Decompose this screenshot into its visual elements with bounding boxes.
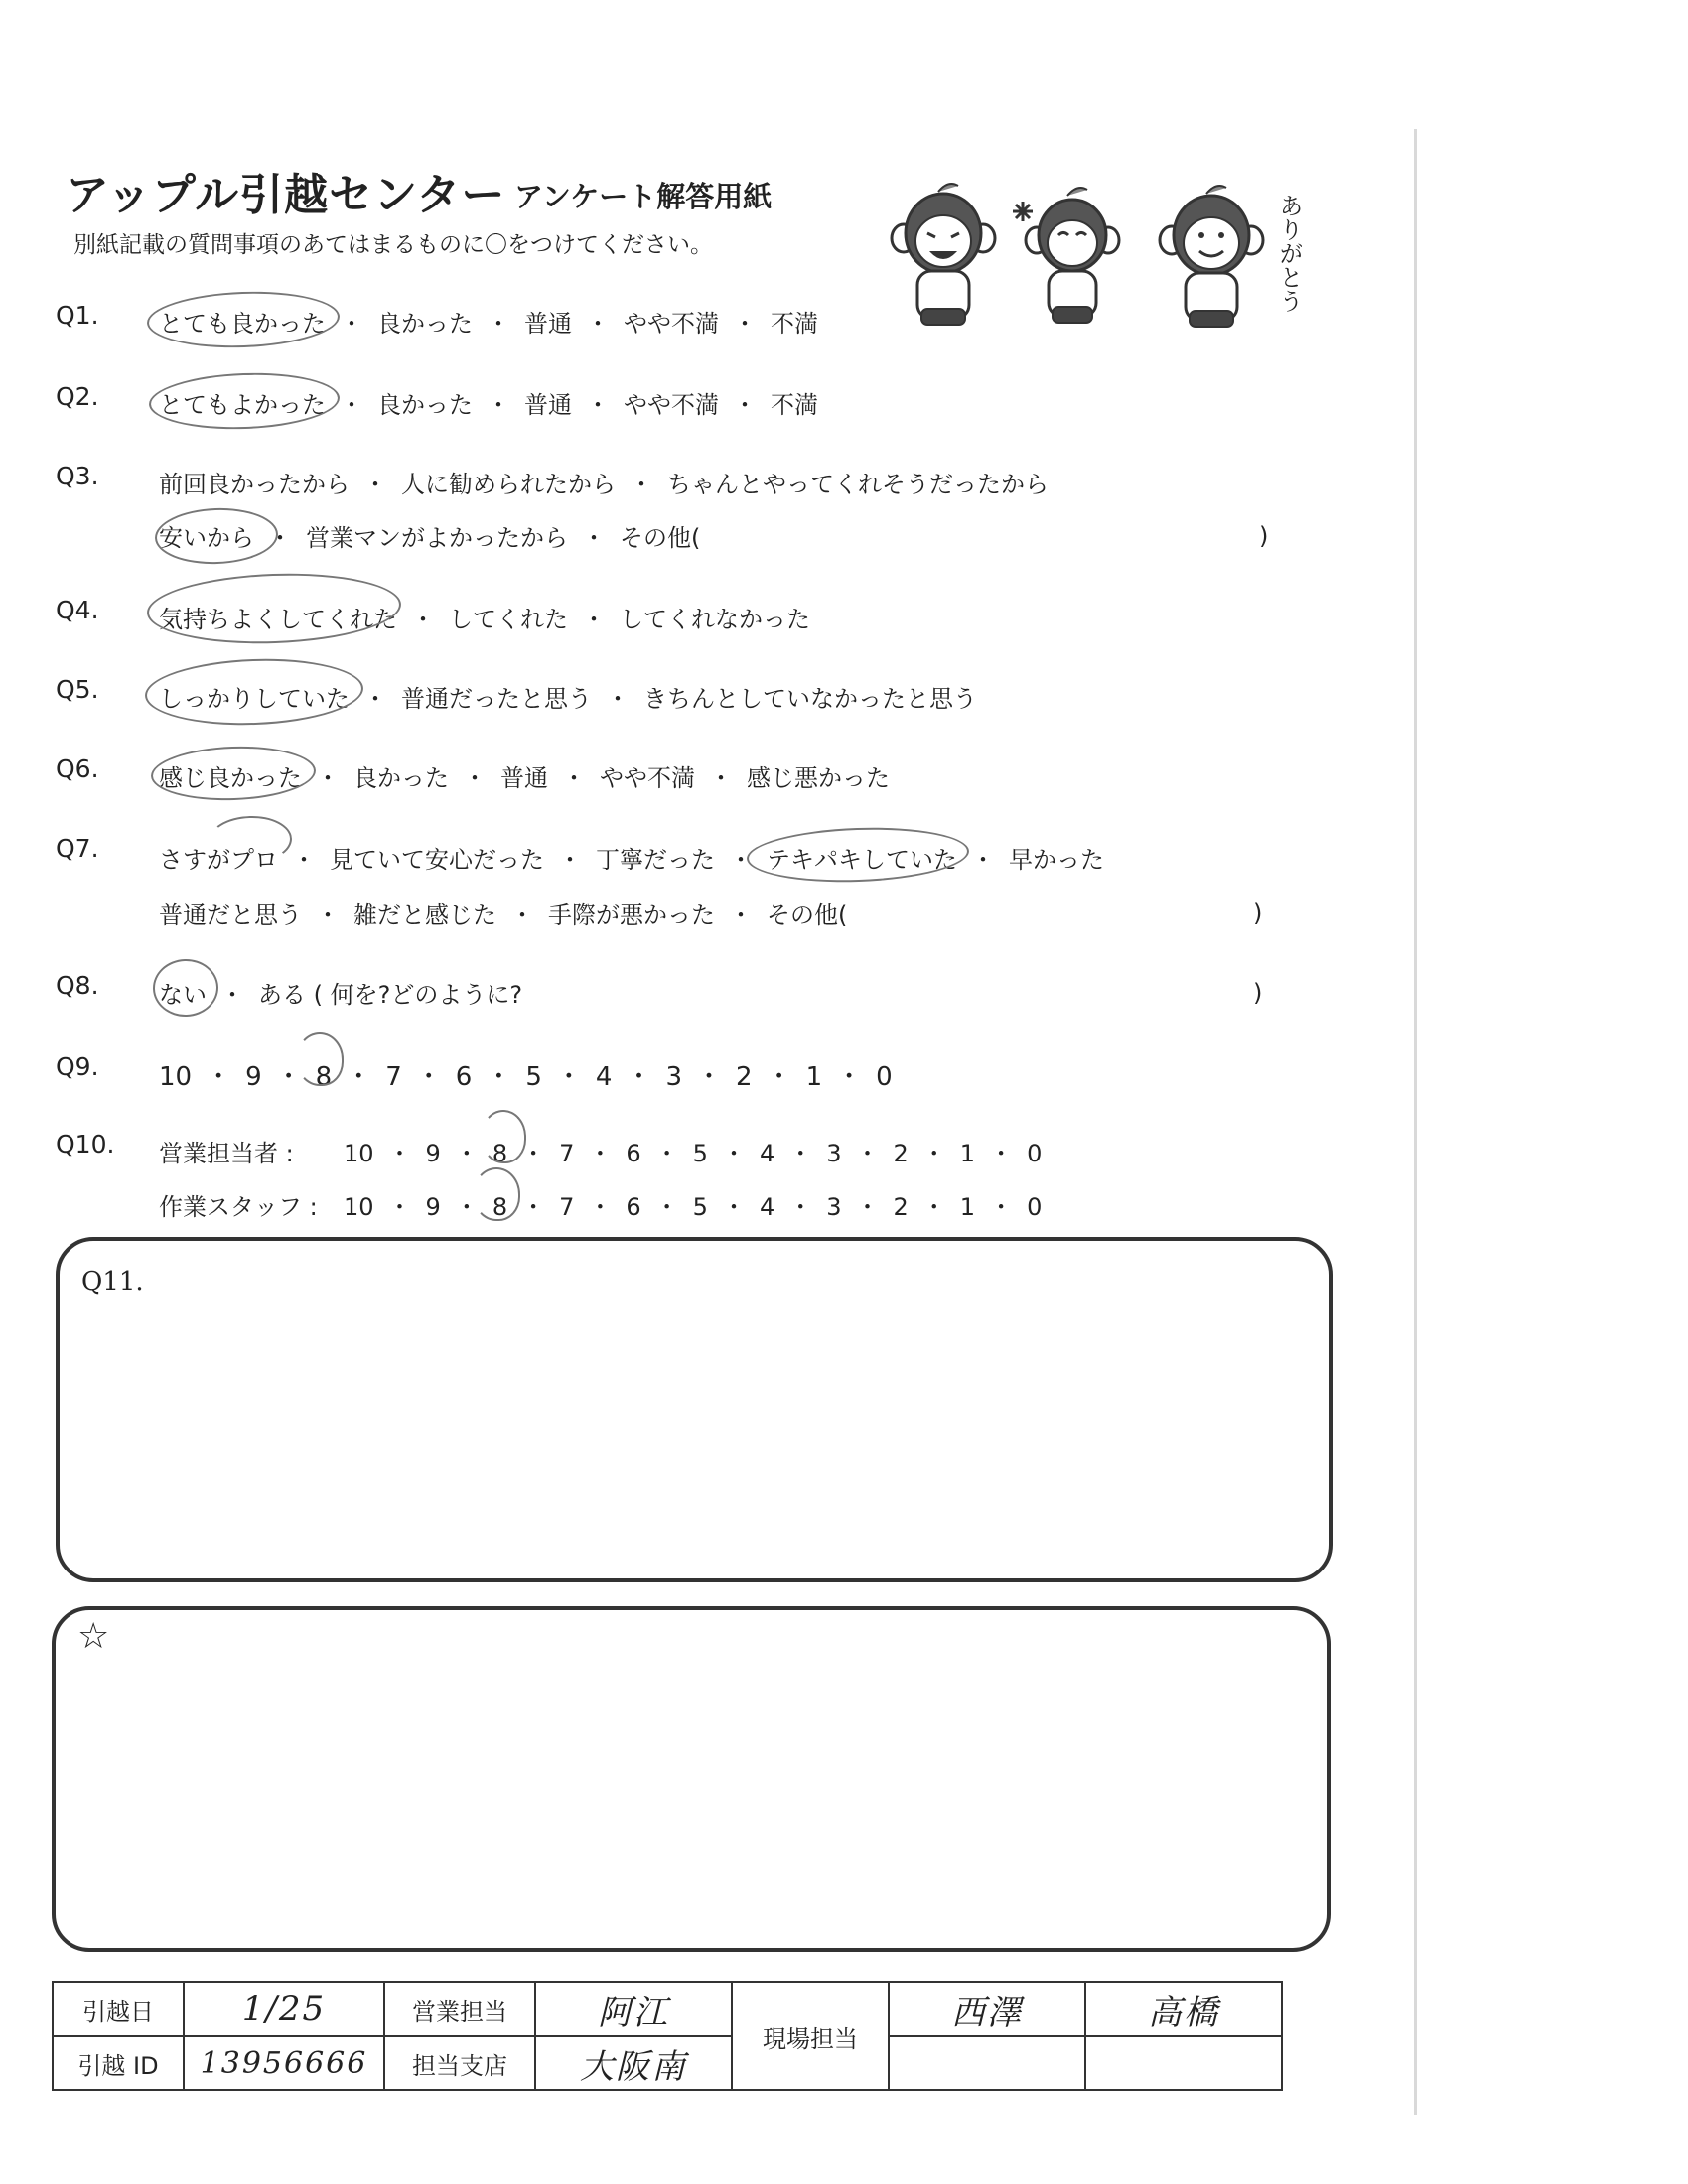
scale-option[interactable]: 3 xyxy=(826,1140,842,1167)
option[interactable]: 普通だと思う xyxy=(159,901,302,929)
scale-option[interactable]: 9 xyxy=(425,1140,441,1167)
option[interactable]: 良かった xyxy=(377,391,473,419)
monkey-happy-icon xyxy=(1160,186,1263,327)
q3-options-line2: 安いから ・ 営業マンがよかったから ・ その他( xyxy=(159,518,700,553)
scale-option[interactable]: 10 xyxy=(159,1062,193,1092)
option[interactable]: 丁寧だった xyxy=(596,846,715,874)
q5-answer-circle xyxy=(144,655,364,729)
option[interactable]: 安いから xyxy=(159,524,254,552)
option[interactable]: その他( xyxy=(620,524,701,552)
info-table xyxy=(52,1981,1283,2091)
option[interactable]: ちゃんとやってくれそうだったから xyxy=(667,471,1049,498)
scale-option[interactable]: 6 xyxy=(455,1062,473,1092)
scale-option[interactable]: 4 xyxy=(759,1140,775,1167)
site-staff-1: 西澤 xyxy=(889,1982,1085,2036)
q1-options: とても良かった ・ 良かった ・ 普通 ・ やや不満 ・ 不満 xyxy=(159,304,818,339)
scale-option[interactable]: 6 xyxy=(626,1193,641,1221)
q6-answer-circle xyxy=(150,744,317,803)
scale-option[interactable]: 5 xyxy=(692,1140,708,1167)
option[interactable]: 気持ちよくしてくれた xyxy=(159,606,397,633)
option[interactable]: してくれた xyxy=(449,606,568,633)
option[interactable]: その他( xyxy=(767,901,848,929)
star-comment-box[interactable] xyxy=(52,1606,1331,1952)
option[interactable]: 雑だと感じた xyxy=(353,901,496,929)
scale-option[interactable]: 6 xyxy=(626,1140,641,1167)
option[interactable]: 普通だったと思う xyxy=(401,685,592,713)
star-icon: ☆ xyxy=(77,1616,110,1657)
q3-options-line1: 前回良かったから ・ 人に勧められたから ・ ちゃんとやってくれそうだったから xyxy=(159,465,1049,499)
q8-close-paren: ) xyxy=(1253,979,1263,1007)
option[interactable]: 普通 xyxy=(500,764,548,792)
option[interactable]: 普通 xyxy=(524,310,572,338)
site-staff-3 xyxy=(889,2036,1085,2090)
q2-number: Q2. xyxy=(56,382,99,411)
q10-staff-answer-circle xyxy=(473,1167,520,1221)
q7-number: Q7. xyxy=(56,834,99,863)
mascot-illustration xyxy=(874,174,1311,347)
option[interactable]: とても良かった xyxy=(159,310,326,338)
q9-number: Q9. xyxy=(56,1052,99,1081)
scale-option[interactable]: 2 xyxy=(893,1193,909,1221)
option[interactable]: してくれなかった xyxy=(620,606,810,633)
scale-option[interactable]: 10 xyxy=(344,1140,374,1167)
q3-number: Q3. xyxy=(56,462,99,490)
q11-comment-box[interactable] xyxy=(56,1237,1333,1582)
company-title: アップル引越センター xyxy=(66,170,506,220)
q9-scale: 10 ・ 9 ・ 8 ・ 7 ・ 6 ・ 5 ・ 4 ・ 3 ・ 2 ・ 1 ・ 0 xyxy=(159,1062,893,1092)
q4-number: Q4. xyxy=(56,596,99,624)
scale-option[interactable]: 1 xyxy=(805,1062,823,1092)
q2-answer-circle xyxy=(148,370,341,433)
row-label: 営業担当者 : xyxy=(159,1140,294,1167)
option[interactable]: やや不満 xyxy=(600,764,695,792)
scale-option[interactable]: 2 xyxy=(736,1062,753,1092)
option[interactable]: しっかりしていた xyxy=(159,685,350,713)
option[interactable]: 良かった xyxy=(377,310,473,338)
option[interactable]: ある ( 何を?どのように? xyxy=(258,981,523,1009)
q5-options: しっかりしていた ・ 普通だったと思う ・ きちんとしていなかったと思う xyxy=(159,679,977,714)
scale-option[interactable]: 7 xyxy=(559,1193,575,1221)
option[interactable]: 不満 xyxy=(771,310,818,338)
scale-option[interactable]: 4 xyxy=(595,1062,613,1092)
sparkle-icon xyxy=(1013,202,1033,221)
monkey-laughing-icon xyxy=(892,184,995,325)
q1-number: Q1. xyxy=(56,301,99,330)
q8-options: ない ・ ある ( 何を?どのように? xyxy=(159,975,522,1010)
site-staff-4 xyxy=(1085,2036,1282,2090)
q3-close-paren: ) xyxy=(1259,522,1269,550)
option[interactable]: 手際が悪かった xyxy=(548,901,715,929)
sales-value: 阿江 xyxy=(535,1982,732,2036)
option[interactable]: ない xyxy=(159,981,207,1009)
q7-answer-circle xyxy=(746,824,970,886)
option[interactable]: 感じ良かった xyxy=(159,764,302,792)
q7-options-line1: さすがプロ ・ 見ていて安心だった ・ 丁寧だった ・ テキパキしていた ・ 早かった xyxy=(159,840,1104,875)
q7-options-line2: 普通だと思う ・ 雑だと感じた ・ 手際が悪かった ・ その他( xyxy=(159,895,847,930)
q4-options: 気持ちよくしてくれた ・ してくれた ・ してくれなかった xyxy=(159,600,810,634)
scale-option[interactable]: 5 xyxy=(692,1193,708,1221)
option[interactable]: さすがプロ xyxy=(159,846,278,874)
scale-option[interactable]: 7 xyxy=(385,1062,402,1092)
q8-number: Q8. xyxy=(56,971,99,1000)
q7-close-paren: ) xyxy=(1253,899,1263,927)
option[interactable]: 営業マンがよかったから xyxy=(306,524,568,552)
move-date-label: 引越日 xyxy=(53,1982,184,2036)
scale-option[interactable]: 7 xyxy=(559,1140,575,1167)
scale-option[interactable]: 8 xyxy=(492,1193,508,1221)
branch-value: 大阪南 xyxy=(535,2036,732,2090)
monkey-shy-icon xyxy=(1026,188,1119,323)
q10-number: Q10. xyxy=(56,1130,115,1159)
sales-label: 営業担当 xyxy=(384,1982,535,2036)
move-id-value: 13956666 xyxy=(184,2036,384,2090)
option[interactable]: 人に勧められたから xyxy=(401,471,616,498)
scale-option[interactable]: 0 xyxy=(1027,1140,1043,1167)
option[interactable]: 感じ悪かった xyxy=(747,764,890,792)
q9-answer-circle xyxy=(296,1032,344,1086)
option[interactable]: 早かった xyxy=(1009,846,1104,874)
q10-sales-answer-circle xyxy=(481,1110,526,1163)
move-date-value: 1/25 xyxy=(184,1982,384,2036)
option[interactable]: 前回良かったから xyxy=(159,471,350,498)
q3-answer-circle xyxy=(154,506,279,566)
site-staff-2: 高橋 xyxy=(1085,1982,1282,2036)
option[interactable]: とてもよかった xyxy=(159,391,326,419)
row-label: 作業スタッフ : xyxy=(159,1193,318,1221)
q1-answer-circle xyxy=(146,289,341,351)
move-id-label: 引越 ID xyxy=(53,2036,184,2090)
option[interactable]: やや不満 xyxy=(624,310,719,338)
scale-option[interactable]: 2 xyxy=(893,1140,909,1167)
option[interactable]: 不満 xyxy=(771,391,818,419)
mascot-caption: ありがとう xyxy=(1275,194,1303,313)
option[interactable]: やや不満 xyxy=(624,391,719,419)
q5-number: Q5. xyxy=(56,675,99,704)
scale-option[interactable]: 9 xyxy=(245,1062,262,1092)
scale-option[interactable]: 8 xyxy=(492,1140,508,1167)
scale-option[interactable]: 10 xyxy=(344,1193,374,1221)
scale-option[interactable]: 5 xyxy=(525,1062,542,1092)
branch-label: 担当支店 xyxy=(384,2036,535,2090)
scale-option[interactable]: 0 xyxy=(876,1062,893,1092)
option[interactable]: 良かった xyxy=(353,764,449,792)
site-label: 現場担当 xyxy=(732,1982,889,2090)
instruction-text: 別紙記載の質問事項のあてはまるものに〇をつけてください。 xyxy=(73,232,713,258)
scale-option[interactable]: 8 xyxy=(315,1062,333,1092)
q11-label: Q11. xyxy=(81,1267,144,1297)
scale-option[interactable]: 3 xyxy=(665,1062,683,1092)
scale-option[interactable]: 0 xyxy=(1027,1193,1043,1221)
q4-answer-circle xyxy=(146,570,402,648)
form-subtitle: アンケート解答用紙 xyxy=(514,180,773,213)
option[interactable]: 普通 xyxy=(524,391,572,419)
scale-option[interactable]: 3 xyxy=(826,1193,842,1221)
q6-options: 感じ良かった ・ 良かった ・ 普通 ・ やや不満 ・ 感じ悪かった xyxy=(159,758,890,793)
scale-option[interactable]: 4 xyxy=(759,1193,775,1221)
q10-row-sales: 営業担当者 : 10 ・ 9 ・ 8 ・ 7 ・ 6 ・ 5 ・ 4 ・ 3 ・ 2 ・ 1 ・ 0 xyxy=(159,1134,1042,1168)
q2-options: とてもよかった ・ 良かった ・ 普通 ・ やや不満 ・ 不満 xyxy=(159,385,818,420)
option[interactable]: テキパキしていた xyxy=(767,846,957,874)
scale-option[interactable]: 1 xyxy=(959,1140,976,1167)
option[interactable]: 見ていて安心だった xyxy=(330,846,544,874)
q6-number: Q6. xyxy=(56,754,99,783)
q10-row-staff: 作業スタッフ : 10 ・ 9 ・ 8 ・ 7 ・ 6 ・ 5 ・ 4 ・ 3 ・ 2 ・ 1 ・ 0 xyxy=(159,1187,1042,1222)
scale-option[interactable]: 1 xyxy=(959,1193,976,1221)
page-edge xyxy=(1414,129,1417,2115)
scale-option[interactable]: 9 xyxy=(425,1193,441,1221)
option[interactable]: きちんとしていなかったと思う xyxy=(643,685,977,713)
